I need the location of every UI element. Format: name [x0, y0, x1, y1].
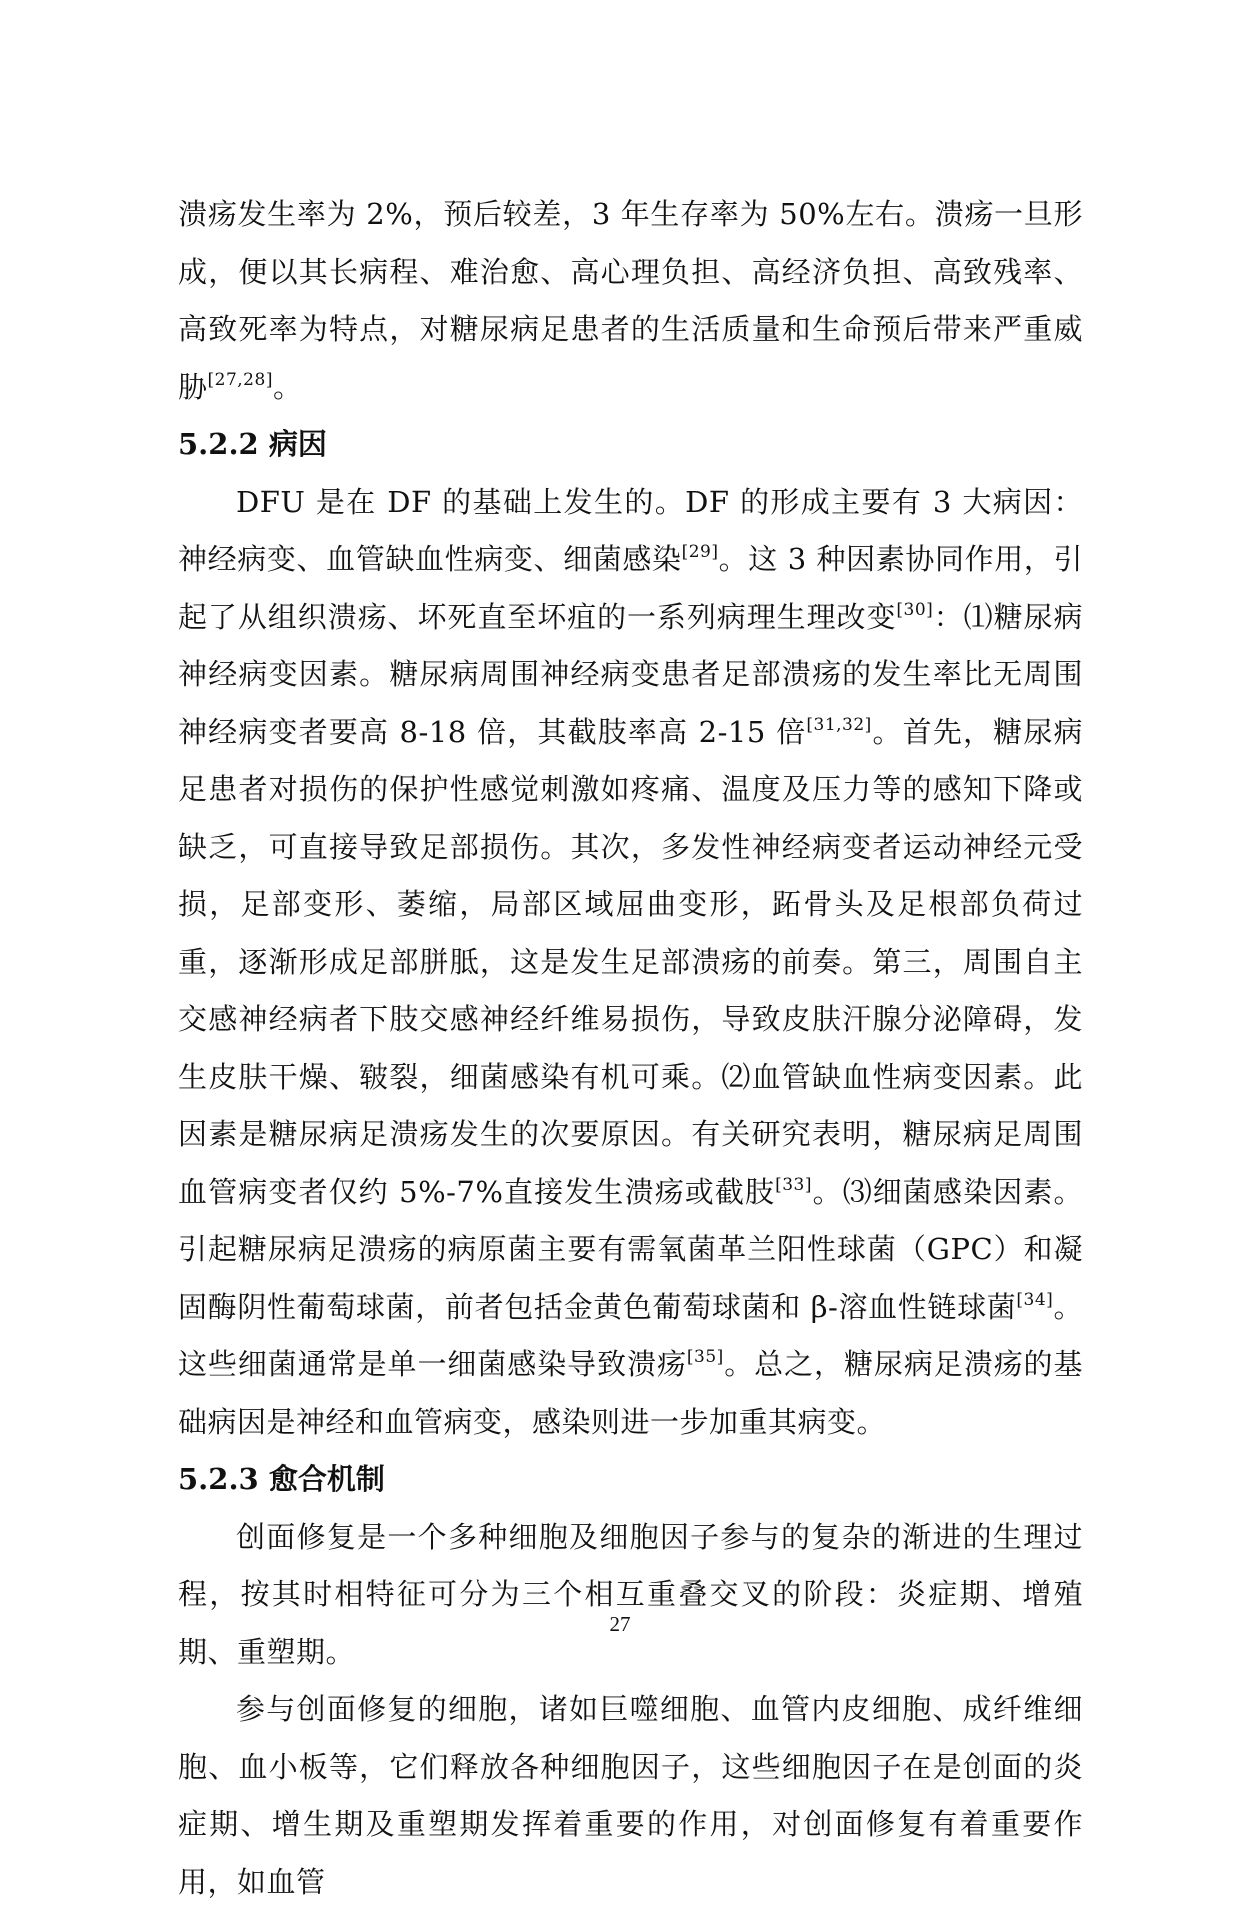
citation: [27,28]	[207, 369, 273, 390]
citation: [35]	[686, 1347, 724, 1367]
citation: [34]	[1016, 1289, 1054, 1310]
body-text	[178, 186, 1083, 1911]
paragraph-repair-cells: 参与创面修复的细胞，诸如巨噬细胞、血管内皮细胞、成纤维细胞、血小板等，它们释放各种细胞因子，这些细胞因子在是创面的炎症期、增生期及重塑期发挥着重要的作用，对创面修复有着重要作用，如血管	[178, 1692, 1083, 1899]
paragraph-ulcer-prognosis: 溃疡发生率为 2%，预后较差，3 年生存率为 50%左右。溃疡一旦形成，便以其长病程、难治愈、高心理负担、高经济负担、高致残率、高致死率为特点，对糖尿病足患者的生活质量和生命预后带来严重威胁[27,28]。	[178, 197, 1083, 404]
citation: [31,32]	[806, 714, 872, 735]
page-number: 27	[609, 1612, 631, 1636]
paragraph-wound-repair-phases: 创面修复是一个多种细胞及细胞因子参与的复杂的渐进的生理过程，按其时相特征可分为三个相互重叠交叉的阶段：炎症期、增殖期、重塑期。	[178, 1519, 1083, 1669]
section-heading-healing-mechanism: 5.2.3 愈合机制	[178, 1462, 385, 1496]
citation: [33]	[775, 1174, 812, 1195]
paragraph-etiology: DFU 是在 DF 的基础上发生的。DF 的形成主要有 3 大病因：神经病变、血管缺血性病变、细菌感染[29]。这 3 种因素协同作用，引起了从组织溃疡、坏死直至坏疽的一系列病理生理改变[30]：⑴糖尿病神经病变因素。糖尿病周围神经病变患者足部溃疡的发生率比无周围神经病变者要高 8-18 倍，其截肢率高 2-15 倍[31,32]。首先，糖尿病足患者对损伤的保护性感觉刺激如疼痛、温度及压力等的感知下降或缺乏，可直接导致足部损伤。其次，多发性神经病变者运动神经元受损，足部变形、萎缩，局部区域屈曲变形，跖骨头及足根部负荷过重，逐渐形成足部胼胝，这是发生足部溃疡的前奏。第三，周围自主交感神经病者下肢交感神经纤维易损伤，导致皮肤汗腺分泌障碍，发生皮肤干燥、皲裂，细菌感染有机可乘。⑵血管缺血性病变因素。此因素是糖尿病足溃疡发生的次要原因。有关研究表明，糖尿病足周围血管病变者仅约 5%-7%直接发生溃疡或截肢[33]。⑶细菌感染因素。引起糖尿病足溃疡的病原菌主要有需氧菌革兰阳性球菌（GPC）和凝固酶阴性葡萄球菌，前者包括金黄色葡萄球菌和 β-溶血性链球菌[34]。这些细菌通常是单一细菌感染导致溃疡[35]。总之，糖尿病足溃疡的基础病因是神经和血管病变，感染则进一步加重其病变。	[178, 484, 1083, 1439]
section-heading-etiology: 5.2.2 病因	[178, 427, 327, 461]
citation: [29]	[681, 542, 719, 562]
citation: [30]	[896, 599, 934, 620]
